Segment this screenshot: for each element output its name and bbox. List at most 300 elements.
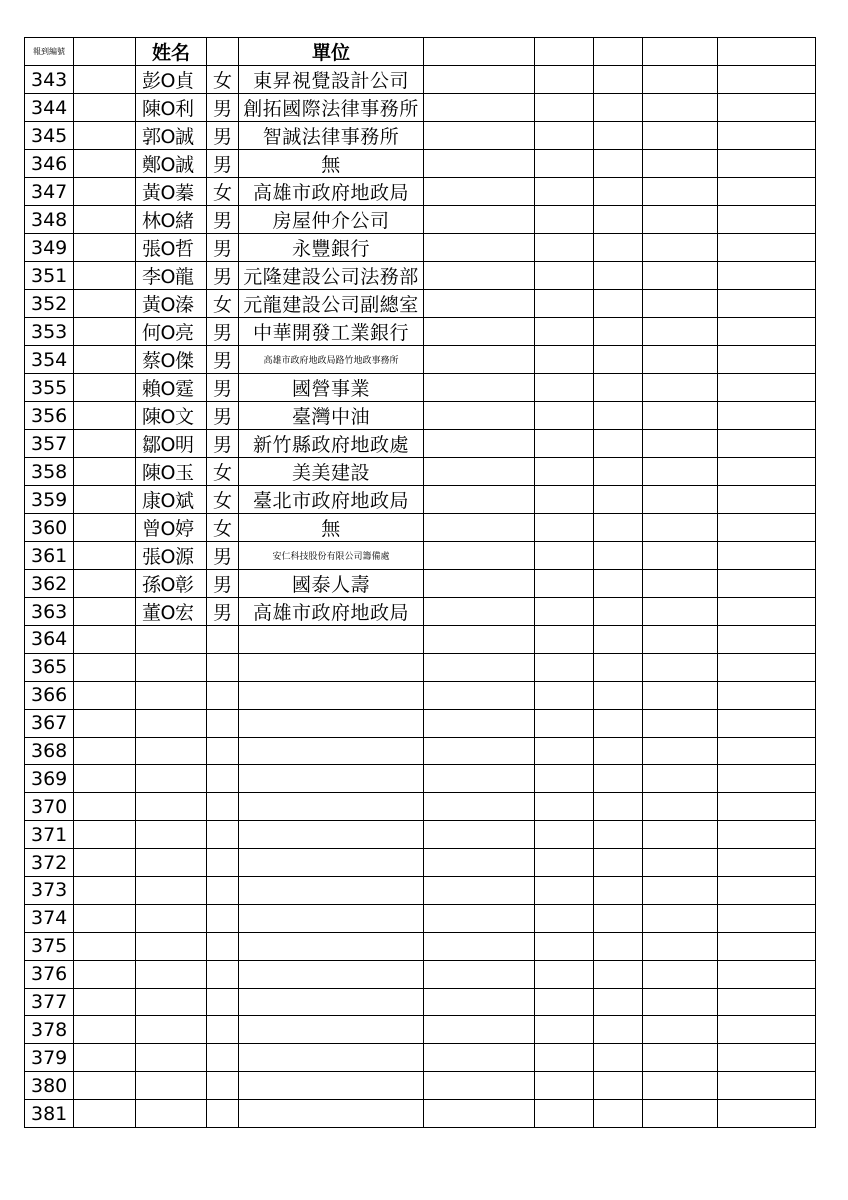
blank-cell: [643, 653, 718, 681]
header-blank-2: [424, 38, 535, 66]
blank-cell: [643, 849, 718, 877]
sex-cell: 女: [207, 486, 239, 514]
blank-cell: [594, 66, 643, 94]
checkin-number-cell: 374: [25, 904, 74, 932]
checkin-number-cell: 368: [25, 737, 74, 765]
table-row: [25, 1016, 816, 1044]
blank-cell: [74, 904, 136, 932]
name-cell: [136, 960, 207, 988]
blank-cell: [535, 66, 594, 94]
unit-cell: [239, 681, 424, 709]
blank-cell: [718, 66, 816, 94]
checkin-number-cell: 345: [25, 122, 74, 150]
blank-cell: [594, 458, 643, 486]
blank-cell: [74, 346, 136, 374]
blank-cell: [74, 1044, 136, 1072]
blank-cell: [424, 262, 535, 290]
blank-cell: [643, 626, 718, 654]
blank-cell: [424, 234, 535, 262]
name-cell: 李O龍: [136, 262, 207, 290]
blank-cell: [424, 514, 535, 542]
name-cell: 鄭O誠: [136, 150, 207, 178]
blank-cell: [535, 904, 594, 932]
blank-cell: [424, 793, 535, 821]
blank-cell: [424, 66, 535, 94]
checkin-number-cell: 354: [25, 346, 74, 374]
table-body: [25, 66, 816, 1128]
table-row: [25, 234, 816, 262]
blank-cell: [535, 932, 594, 960]
blank-cell: [718, 458, 816, 486]
checkin-number-cell: 356: [25, 402, 74, 430]
sex-cell: 男: [207, 598, 239, 626]
name-cell: [136, 681, 207, 709]
blank-cell: [424, 430, 535, 458]
blank-cell: [424, 821, 535, 849]
blank-cell: [594, 430, 643, 458]
blank-cell: [718, 374, 816, 402]
blank-cell: [594, 374, 643, 402]
blank-cell: [74, 681, 136, 709]
header-unit: 單位: [239, 38, 424, 66]
name-cell: [136, 626, 207, 654]
header-name: 姓名: [136, 38, 207, 66]
blank-cell: [535, 150, 594, 178]
blank-cell: [643, 318, 718, 346]
table-row: [25, 402, 816, 430]
checkin-number-cell: 358: [25, 458, 74, 486]
blank-cell: [535, 598, 594, 626]
blank-cell: [74, 1072, 136, 1100]
blank-cell: [535, 626, 594, 654]
blank-cell: [74, 290, 136, 318]
blank-cell: [424, 765, 535, 793]
unit-cell: 智誠法律事務所: [239, 122, 424, 150]
blank-cell: [718, 793, 816, 821]
blank-cell: [594, 1016, 643, 1044]
table-row: [25, 458, 816, 486]
blank-cell: [424, 346, 535, 374]
unit-cell: 房屋仲介公司: [239, 206, 424, 234]
blank-cell: [74, 1016, 136, 1044]
blank-cell: [74, 262, 136, 290]
blank-cell: [424, 458, 535, 486]
blank-cell: [74, 598, 136, 626]
blank-cell: [718, 709, 816, 737]
blank-cell: [718, 346, 816, 374]
blank-cell: [643, 988, 718, 1016]
checkin-number-cell: 361: [25, 542, 74, 570]
blank-cell: [594, 178, 643, 206]
table-row: [25, 598, 816, 626]
table-row: [25, 570, 816, 598]
sex-cell: 男: [207, 206, 239, 234]
unit-cell: 國營事業: [239, 374, 424, 402]
blank-cell: [535, 821, 594, 849]
checkin-number-cell: 359: [25, 486, 74, 514]
sex-cell: [207, 737, 239, 765]
checkin-number-cell: 344: [25, 94, 74, 122]
blank-cell: [535, 122, 594, 150]
table-row: [25, 66, 816, 94]
sex-cell: [207, 765, 239, 793]
name-cell: 黃O蓁: [136, 178, 207, 206]
name-cell: 賴O霆: [136, 374, 207, 402]
blank-cell: [594, 960, 643, 988]
blank-cell: [643, 122, 718, 150]
blank-cell: [643, 570, 718, 598]
blank-cell: [718, 960, 816, 988]
blank-cell: [643, 821, 718, 849]
blank-cell: [643, 765, 718, 793]
sex-cell: [207, 877, 239, 905]
blank-cell: [74, 206, 136, 234]
blank-cell: [643, 960, 718, 988]
sex-cell: [207, 653, 239, 681]
table-row: [25, 290, 816, 318]
blank-cell: [718, 542, 816, 570]
unit-cell: [239, 821, 424, 849]
blank-cell: [643, 1072, 718, 1100]
blank-cell: [424, 290, 535, 318]
table-row: [25, 932, 816, 960]
blank-cell: [594, 262, 643, 290]
blank-cell: [535, 458, 594, 486]
checkin-number-cell: 360: [25, 514, 74, 542]
name-cell: 董O宏: [136, 598, 207, 626]
checkin-number-cell: 348: [25, 206, 74, 234]
blank-cell: [424, 932, 535, 960]
checkin-number-cell: 349: [25, 234, 74, 262]
blank-cell: [424, 150, 535, 178]
header-blank-1: [74, 38, 136, 66]
checkin-number-cell: 378: [25, 1016, 74, 1044]
blank-cell: [535, 737, 594, 765]
blank-cell: [535, 346, 594, 374]
blank-cell: [594, 570, 643, 598]
blank-cell: [535, 1044, 594, 1072]
blank-cell: [74, 877, 136, 905]
unit-cell: [239, 653, 424, 681]
sex-cell: [207, 1016, 239, 1044]
blank-cell: [718, 570, 816, 598]
blank-cell: [535, 514, 594, 542]
unit-cell: [239, 1100, 424, 1128]
name-cell: 蔡O傑: [136, 346, 207, 374]
unit-cell: [239, 765, 424, 793]
blank-cell: [535, 988, 594, 1016]
table-row: [25, 737, 816, 765]
checkin-number-cell: 362: [25, 570, 74, 598]
table-row: [25, 318, 816, 346]
table-row: [25, 709, 816, 737]
blank-cell: [643, 206, 718, 234]
checkin-number-cell: 364: [25, 626, 74, 654]
blank-cell: [718, 765, 816, 793]
blank-cell: [718, 904, 816, 932]
blank-cell: [643, 234, 718, 262]
sex-cell: [207, 709, 239, 737]
blank-cell: [643, 514, 718, 542]
blank-cell: [74, 486, 136, 514]
checkin-number-cell: 366: [25, 681, 74, 709]
unit-cell: 無: [239, 150, 424, 178]
name-cell: 陳O文: [136, 402, 207, 430]
name-cell: [136, 932, 207, 960]
checkin-number-cell: 352: [25, 290, 74, 318]
unit-cell: 中華開發工業銀行: [239, 318, 424, 346]
blank-cell: [535, 1072, 594, 1100]
unit-cell: 高雄市政府地政局路竹地政事務所: [239, 346, 424, 374]
blank-cell: [718, 653, 816, 681]
name-cell: [136, 765, 207, 793]
blank-cell: [424, 206, 535, 234]
table-row: [25, 877, 816, 905]
blank-cell: [74, 709, 136, 737]
blank-cell: [594, 486, 643, 514]
blank-cell: [718, 1016, 816, 1044]
blank-cell: [718, 1044, 816, 1072]
sex-cell: 男: [207, 346, 239, 374]
blank-cell: [535, 402, 594, 430]
sex-cell: 男: [207, 374, 239, 402]
blank-cell: [424, 988, 535, 1016]
table-row: [25, 1072, 816, 1100]
blank-cell: [643, 904, 718, 932]
blank-cell: [74, 765, 136, 793]
blank-cell: [424, 598, 535, 626]
unit-cell: [239, 960, 424, 988]
name-cell: [136, 1044, 207, 1072]
blank-cell: [74, 960, 136, 988]
table-row: [25, 821, 816, 849]
blank-cell: [594, 290, 643, 318]
blank-cell: [643, 150, 718, 178]
blank-cell: [594, 821, 643, 849]
blank-cell: [74, 542, 136, 570]
blank-cell: [594, 681, 643, 709]
unit-cell: [239, 626, 424, 654]
blank-cell: [594, 318, 643, 346]
blank-cell: [535, 653, 594, 681]
blank-cell: [718, 877, 816, 905]
name-cell: [136, 877, 207, 905]
blank-cell: [718, 737, 816, 765]
name-cell: 何O亮: [136, 318, 207, 346]
blank-cell: [535, 681, 594, 709]
unit-cell: 創拓國際法律事務所: [239, 94, 424, 122]
blank-cell: [718, 514, 816, 542]
blank-cell: [594, 598, 643, 626]
unit-cell: [239, 849, 424, 877]
blank-cell: [74, 653, 136, 681]
blank-cell: [424, 1072, 535, 1100]
blank-cell: [718, 681, 816, 709]
blank-cell: [594, 514, 643, 542]
checkin-number-cell: 370: [25, 793, 74, 821]
sex-cell: [207, 960, 239, 988]
sex-cell: 女: [207, 66, 239, 94]
checkin-number-cell: 381: [25, 1100, 74, 1128]
name-cell: [136, 988, 207, 1016]
blank-cell: [718, 821, 816, 849]
blank-cell: [718, 988, 816, 1016]
header-blank-5: [643, 38, 718, 66]
blank-cell: [643, 402, 718, 430]
name-cell: 張O哲: [136, 234, 207, 262]
blank-cell: [594, 709, 643, 737]
sex-cell: [207, 932, 239, 960]
sex-cell: [207, 626, 239, 654]
sex-cell: [207, 988, 239, 1016]
table-row: [25, 653, 816, 681]
table-row: [25, 1100, 816, 1128]
blank-cell: [424, 374, 535, 402]
blank-cell: [424, 737, 535, 765]
sex-cell: [207, 849, 239, 877]
checkin-number-cell: 373: [25, 877, 74, 905]
unit-cell: [239, 988, 424, 1016]
blank-cell: [535, 262, 594, 290]
blank-cell: [74, 122, 136, 150]
blank-cell: [594, 904, 643, 932]
blank-cell: [74, 932, 136, 960]
blank-cell: [74, 94, 136, 122]
unit-cell: [239, 709, 424, 737]
unit-cell: [239, 904, 424, 932]
unit-cell: 東昇視覺設計公司: [239, 66, 424, 94]
name-cell: [136, 1072, 207, 1100]
blank-cell: [74, 66, 136, 94]
checkin-number-cell: 376: [25, 960, 74, 988]
blank-cell: [594, 206, 643, 234]
table-row: [25, 374, 816, 402]
sex-cell: 男: [207, 318, 239, 346]
unit-cell: 永豐銀行: [239, 234, 424, 262]
blank-cell: [535, 178, 594, 206]
table-row: [25, 150, 816, 178]
blank-cell: [718, 486, 816, 514]
header-blank-3: [535, 38, 594, 66]
checkin-number-cell: 343: [25, 66, 74, 94]
blank-cell: [643, 681, 718, 709]
sex-cell: 女: [207, 290, 239, 318]
blank-cell: [535, 542, 594, 570]
name-cell: [136, 1016, 207, 1044]
sex-cell: [207, 1044, 239, 1072]
blank-cell: [424, 626, 535, 654]
sex-cell: 男: [207, 94, 239, 122]
blank-cell: [718, 402, 816, 430]
blank-cell: [594, 877, 643, 905]
sex-cell: 男: [207, 430, 239, 458]
blank-cell: [535, 793, 594, 821]
blank-cell: [718, 318, 816, 346]
blank-cell: [424, 709, 535, 737]
blank-cell: [718, 206, 816, 234]
blank-cell: [718, 1072, 816, 1100]
blank-cell: [535, 206, 594, 234]
blank-cell: [74, 430, 136, 458]
blank-cell: [643, 598, 718, 626]
table-row: [25, 542, 816, 570]
blank-cell: [535, 1100, 594, 1128]
blank-cell: [74, 821, 136, 849]
header-checkin-number: 報到編號: [25, 38, 74, 66]
blank-cell: [74, 514, 136, 542]
blank-cell: [535, 849, 594, 877]
header-sex: [207, 38, 239, 66]
blank-cell: [718, 932, 816, 960]
sex-cell: 男: [207, 542, 239, 570]
table-row: [25, 1044, 816, 1072]
blank-cell: [424, 849, 535, 877]
checkin-number-cell: 363: [25, 598, 74, 626]
blank-cell: [535, 709, 594, 737]
blank-cell: [424, 877, 535, 905]
attendance-table: [24, 37, 816, 1128]
table-row: [25, 793, 816, 821]
blank-cell: [594, 94, 643, 122]
unit-cell: 元龍建設公司副總室: [239, 290, 424, 318]
blank-cell: [594, 765, 643, 793]
unit-cell: 國泰人壽: [239, 570, 424, 598]
table-row: [25, 765, 816, 793]
blank-cell: [643, 709, 718, 737]
unit-cell: [239, 793, 424, 821]
blank-cell: [594, 402, 643, 430]
blank-cell: [643, 542, 718, 570]
unit-cell: [239, 877, 424, 905]
name-cell: 孫O彰: [136, 570, 207, 598]
blank-cell: [74, 849, 136, 877]
blank-cell: [643, 458, 718, 486]
table-row: [25, 430, 816, 458]
table-row: [25, 681, 816, 709]
blank-cell: [535, 486, 594, 514]
sex-cell: 男: [207, 234, 239, 262]
checkin-number-cell: 371: [25, 821, 74, 849]
checkin-number-cell: 355: [25, 374, 74, 402]
blank-cell: [643, 346, 718, 374]
unit-cell: 臺北市政府地政局: [239, 486, 424, 514]
unit-cell: 高雄市政府地政局: [239, 178, 424, 206]
blank-cell: [718, 122, 816, 150]
blank-cell: [718, 626, 816, 654]
blank-cell: [718, 262, 816, 290]
blank-cell: [424, 1100, 535, 1128]
blank-cell: [594, 932, 643, 960]
blank-cell: [594, 849, 643, 877]
name-cell: [136, 737, 207, 765]
table-row: [25, 346, 816, 374]
checkin-number-cell: 346: [25, 150, 74, 178]
sex-cell: 女: [207, 178, 239, 206]
blank-cell: [424, 904, 535, 932]
unit-cell: 高雄市政府地政局: [239, 598, 424, 626]
unit-cell: [239, 1016, 424, 1044]
table-row: [25, 988, 816, 1016]
blank-cell: [74, 150, 136, 178]
name-cell: [136, 1100, 207, 1128]
blank-cell: [535, 570, 594, 598]
name-cell: 曾O婷: [136, 514, 207, 542]
blank-cell: [643, 1044, 718, 1072]
table-row: [25, 178, 816, 206]
name-cell: 陳O利: [136, 94, 207, 122]
blank-cell: [643, 66, 718, 94]
unit-cell: [239, 737, 424, 765]
